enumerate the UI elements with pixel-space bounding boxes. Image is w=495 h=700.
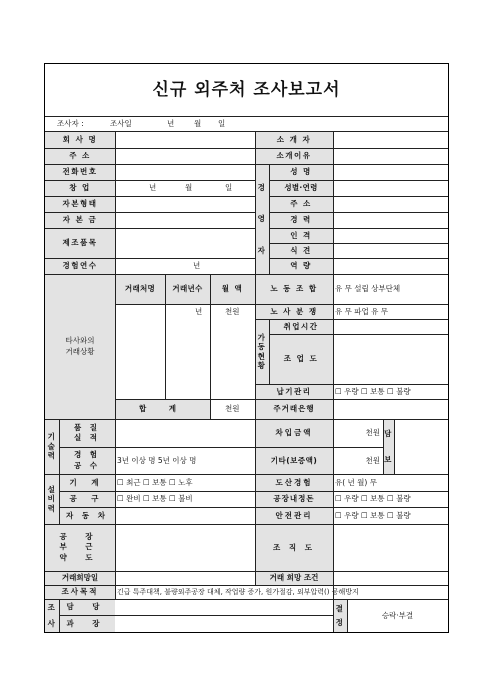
products-label: 제조품목 [45,228,115,258]
founded-day: 일 [225,183,233,193]
divider [269,258,448,259]
factory-map-label: 공 장 부 근 약 도 [45,524,115,571]
divider [45,419,448,420]
years-unit: 년 [195,307,203,317]
divider [269,196,448,197]
survey-day-label: 일 [218,118,226,128]
delivery-options[interactable]: ☐ 우량 ☐ 보통 ☐ 불량 [335,386,411,396]
machine-options[interactable]: ☐ 최근 ☐ 보통 ☐ 노후 [117,477,193,487]
divider [59,419,60,524]
total-unit: 천원 [225,404,240,414]
divider [269,319,270,384]
address-label: 주 소 [45,148,115,164]
divider [269,212,448,213]
divider [45,274,448,275]
introducer-label: 소 개 자 [255,132,333,148]
mgr-character-label: 인 격 [269,228,333,243]
trade-section-label: 타사와의 거래상황 [45,274,115,419]
org-chart-label: 조 직 도 [255,524,333,571]
divider [45,148,448,149]
tools-label: 공 구 [59,491,115,507]
divider [210,274,211,419]
page-title: 신규 외주처 조사보고서 [152,79,341,100]
tidiness-label: 공장내정돈 [255,491,333,507]
company-name-label: 회 사 명 [45,132,115,148]
vehicle-label: 자 동 차 [59,507,115,524]
divider [45,258,255,259]
status-group-label: 가 동 현 황 [255,319,269,384]
divider [269,228,448,229]
loan-label: 차입금액 [255,419,333,447]
tech-experience-label: 경 험 공 수 [59,447,115,474]
divider [269,334,448,335]
decision-result: 승락·부결 [381,610,414,620]
mgr-gender-age-label: 성별·연령 [269,180,333,196]
divider [45,474,448,475]
tools-options[interactable]: ☐ 완비 ☐ 보통 ☐ 불비 [117,494,193,504]
survey-year-label: 년 [167,118,175,128]
tech-group-label: 기 술 력 [45,419,59,474]
mgr-address-label: 주 소 [269,196,333,212]
desired-date-label: 거래희망일 [45,571,115,585]
capital-label: 자 본 금 [45,212,115,228]
operation-label: 조 업 도 [269,334,333,384]
surveyor-label: 조사자 : [57,118,84,128]
tech-experience-value: 3년 이상 명 5년 이상 명 [117,455,197,465]
divider [59,507,448,508]
divider [269,164,270,274]
report-form [44,63,449,633]
divider [45,212,255,213]
capital-type-label: 자본형태 [45,196,115,212]
labor-dispute-label: 노 사 분 쟁 [255,304,333,319]
mgr-name-label: 성 명 [269,164,333,180]
manager-group-label: 경 영 자 [255,164,269,274]
founded-label: 창 업 [45,180,115,196]
divider [165,274,166,399]
divider [45,164,448,165]
divider [45,131,448,132]
divider [59,599,60,632]
divider [383,419,384,474]
divider [45,585,448,586]
delivery-label: 납기관리 [255,384,333,399]
divider [255,384,448,385]
bankruptcy-label: 도산경험 [255,474,333,491]
quality-label: 품 질 실 적 [59,419,115,447]
founded-year: 년 [149,183,157,193]
divider [115,131,116,599]
purpose-value: 긴급 특주대책, 불량외주공장 대체, 작업량 증가, 원가절감, 외부압력() 공해방지 [117,587,359,596]
purpose-label: 조사목적 [45,585,115,599]
mgr-career-label: 경 력 [269,212,333,228]
divider [45,599,448,600]
survey-date-label: 조사일 [110,118,132,128]
divider [59,447,383,448]
phone-label: 전화번호 [45,164,115,180]
loan-unit: 천원 [365,428,380,438]
mgr-opinion-label: 식 견 [269,243,333,258]
divider [45,524,448,525]
divider [45,116,448,117]
divider [59,615,333,616]
intro-reason-label: 소개이유 [255,148,333,164]
bank-label: 주거래은행 [255,399,333,419]
survey-group-label: 조 사 [45,599,59,632]
divider [347,599,348,632]
labor-union-label: 노 동 조 합 [255,274,333,304]
divider [45,571,448,572]
col-years-header: 거래년수 [165,274,210,304]
divider [45,196,255,197]
experience-label: 경험연수 [45,258,115,274]
labor-union-value: 유 무 설립 상부단체 [335,284,401,294]
divider [269,243,448,244]
divider [333,131,334,632]
desired-terms-label: 거래 희망 조건 [255,571,333,585]
col-monthly-header: 월 액 [210,274,255,304]
amount-unit: 천원 [225,307,240,317]
collateral-label: 담 보 [383,419,394,474]
mgr-ability-label: 역 량 [269,258,333,274]
founded-month: 월 [185,183,193,193]
divider [59,491,448,492]
divider [45,228,255,229]
other-guarantee-label: 기타(보증액) [255,447,333,474]
divider [269,180,448,181]
col-partner-header: 거래처명 [115,274,165,304]
divider [255,319,448,320]
safety-label: 안전관리 [255,507,333,524]
total-label: 합 계 [115,399,210,419]
machine-label: 기 계 [59,474,115,491]
survey-month-label: 월 [194,118,202,128]
rep-label: 담 당 [59,599,115,615]
work-hours-label: 취업시간 [269,319,333,334]
bankruptcy-value: 유( 년 월) 무 [335,477,377,487]
safety-options[interactable]: ☐ 우량 ☐ 보통 ☐ 불량 [335,510,411,520]
tidiness-options[interactable]: ☐ 우량 ☐ 보통 ☐ 불량 [335,494,411,504]
divider [255,131,256,585]
facility-group-label: 설 비 력 [45,474,59,524]
labor-dispute-value: 유 무 파업 유 무 [335,306,389,316]
divider [115,399,448,400]
divider [394,419,395,474]
other-unit: 천원 [365,455,380,465]
divider [45,180,255,181]
experience-years: 년 [193,261,201,271]
decision-label: 결 정 [333,599,347,632]
head-label: 과 장 [59,615,115,632]
